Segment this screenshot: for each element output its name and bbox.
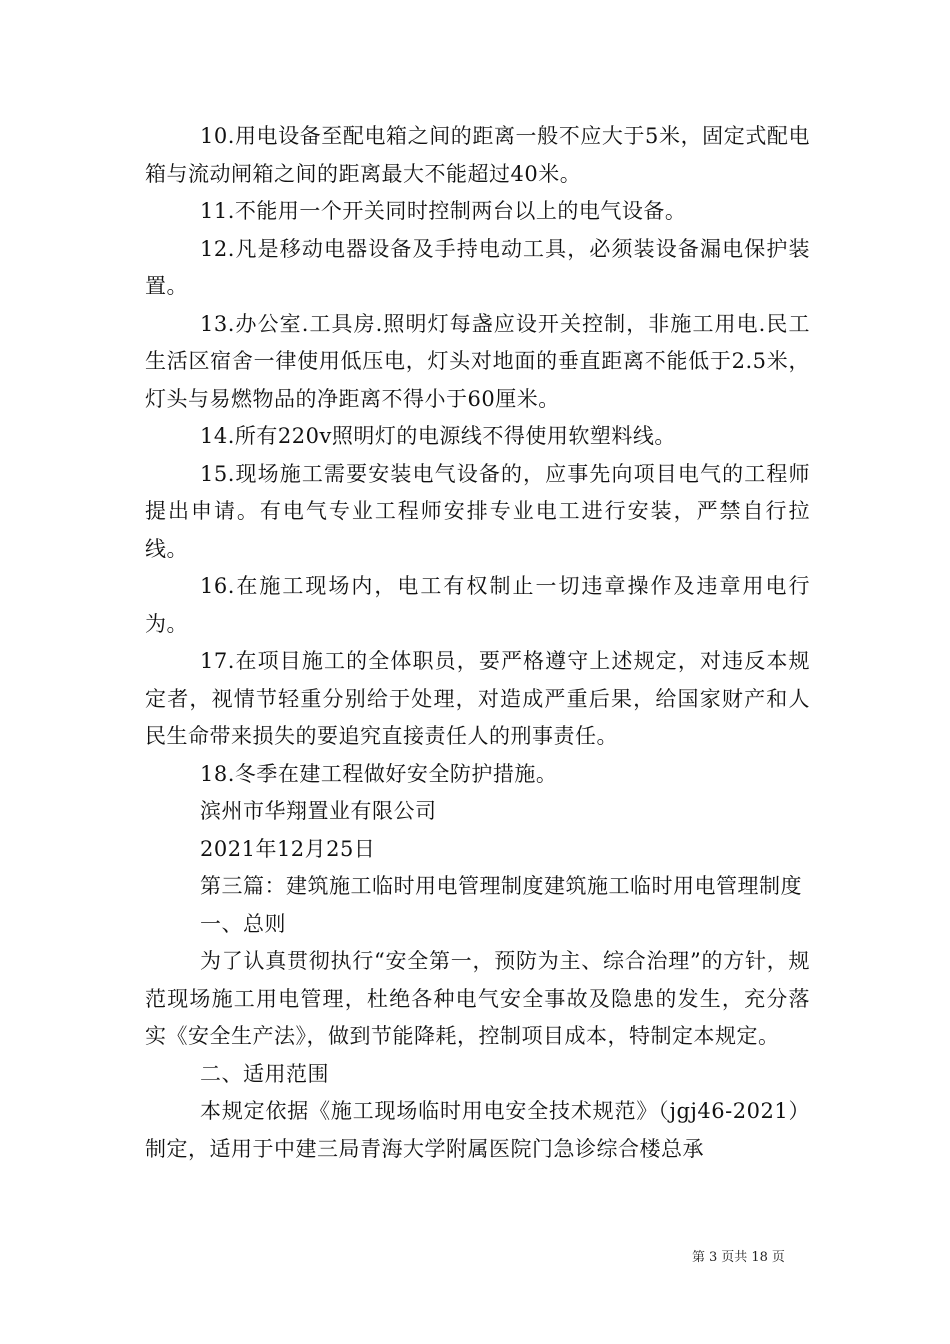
section-title: 第三篇：建筑施工临时用电管理制度建筑施工临时用电管理制度 xyxy=(200,874,802,898)
footer-middle: 页共 xyxy=(721,1250,748,1265)
paragraph-item-11: 11.不能用一个开关同时控制两台以上的电气设备。 xyxy=(200,199,687,223)
footer-total-pages: 18 xyxy=(751,1250,768,1265)
paragraph-general: 为了认真贯彻执行“安全第一，预防为主、综合治理”的方针，规范现场施工用电管理，杜绝各种电气安全事故及隐患的发生，充分落实《安全生产法》，做到节能降耗，控制项目成本，特制定本规定。 xyxy=(145,949,810,1048)
page-footer xyxy=(690,1246,787,1265)
document-body xyxy=(145,118,810,1168)
paragraph-item-18: 18.冬季在建工程做好安全防护措施。 xyxy=(200,761,558,786)
paragraph-scope: 本规定依据《施工现场临时用电安全技术规范》（jgj46-2021）制定，适用于中建三局青海大学附属医院门急诊综合楼总承 xyxy=(145,1099,810,1161)
footer-suffix: 页 xyxy=(771,1250,785,1265)
heading-scope: 二、适用范围 xyxy=(200,1061,329,1086)
paragraph-item-12: 12.凡是移动电器设备及手持电动工具，必须装设备漏电保护装置。 xyxy=(145,236,810,298)
paragraph-item-10: 10.用电设备至配电箱之间的距离一般不应大于5米，固定式配电箱与流动闸箱之间的距离最大不能超过40米。 xyxy=(145,124,810,186)
company-name: 滨州市华翔置业有限公司 xyxy=(200,799,437,823)
footer-page-number: 3 xyxy=(709,1250,718,1265)
paragraph-item-16: 16.在施工现场内，电工有权制止一切违章操作及违章用电行为。 xyxy=(145,574,810,636)
footer-prefix: 第 xyxy=(692,1250,706,1265)
heading-general: 一、总则 xyxy=(200,911,286,936)
paragraph-item-15: 15.现场施工需要安装电气设备的，应事先向项目电气的工程师提出申请。有电气专业工程师安排专业电工进行安装，严禁自行拉线。 xyxy=(145,461,810,561)
document-date: 2021年12月25日 xyxy=(200,836,376,861)
paragraph-item-17: 17.在项目施工的全体职员，要严格遵守上述规定，对违反本规定者，视情节轻重分别给于处理，对造成严重后果，给国家财产和人民生命带来损失的要追究直接责任人的刑事责任。 xyxy=(145,649,810,748)
paragraph-item-13: 13.办公室.工具房.照明灯每盏应设开关控制，非施工用电.民工生活区宿舍一律使用低压电，灯头对地面的垂直距离不能低于2.5米，灯头与易燃物品的净距离不得小于60厘米。 xyxy=(145,311,810,411)
paragraph-item-14: 14.所有220v照明灯的电源线不得使用软塑料线。 xyxy=(200,424,676,448)
